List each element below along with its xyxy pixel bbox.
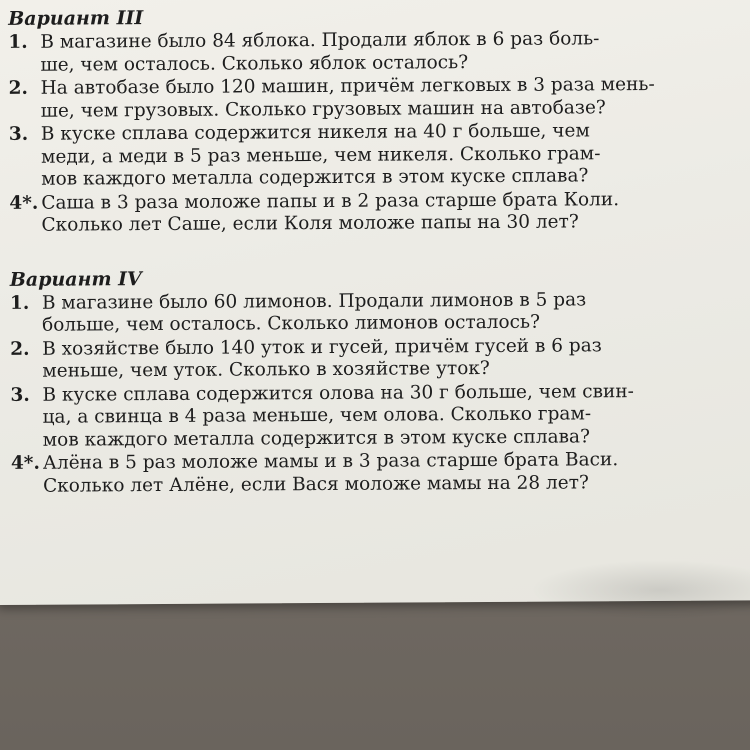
task-4-4 — [11, 449, 701, 498]
task-line: В куске сплава содержится никеля на 40 г больше, чем — [40, 120, 590, 145]
task-number: 1. — [9, 292, 30, 314]
task-line: В магазине было 84 яблока. Продали яблок в 6 раз боль- — [40, 28, 600, 53]
task-line: ца, а свинца в 4 раза меньше, чем олова. Сколько грам- — [42, 403, 592, 428]
task-line: Сколько лет Алёне, если Вася моложе мамы на 28 лет? — [42, 471, 589, 497]
task-number: 1. — [8, 31, 28, 53]
task-line: больше, чем осталось. Сколько лимонов осталось? — [41, 311, 541, 336]
task-3-1 — [8, 28, 698, 77]
task-number: 3. — [8, 123, 29, 145]
variant-4-title: Вариант IV — [9, 267, 142, 291]
variant-3-title: Вариант III — [8, 7, 144, 30]
task-line: меньше, чем уток. Сколько в хозяйстве уток? — [42, 357, 490, 382]
task-line: В куске сплава содержится олова на 30 г больше, чем свин- — [42, 380, 634, 406]
task-4-1 — [10, 288, 700, 337]
task-4-3 — [10, 380, 700, 452]
variant-4-tasks — [10, 288, 701, 498]
task-number: 2. — [8, 77, 29, 99]
shadow — [530, 560, 750, 620]
task-line: Сколько лет Саше, если Коля моложе папы на 30 лет? — [41, 211, 579, 236]
task-3-2 — [9, 74, 699, 123]
task-line: Алёна в 5 раз моложе мамы и в 3 раза старше брата Васи. — [42, 449, 619, 474]
task-line: В магазине было 60 лимонов. Продали лимонов в 5 раз — [41, 288, 587, 314]
task-line: мов каждого металла содержится в этом куске сплава? — [42, 425, 591, 451]
task-line: меди, а меди в 5 раз меньше, чем никеля. Сколько грам- — [40, 142, 601, 168]
task-3-4 — [9, 188, 699, 237]
task-number: 3. — [10, 384, 30, 406]
task-3-3 — [9, 120, 699, 192]
task-line: На автобазе было 120 машин, причём легковых в 3 раза мень- — [40, 73, 655, 99]
task-number: 4*. — [10, 452, 40, 474]
task-number: 4*. — [9, 192, 39, 214]
section-gap — [10, 234, 700, 266]
task-line: Саша в 3 раза моложе папы и в 2 раза старше брата Коли. — [41, 188, 620, 214]
task-line: В хозяйстве было 140 уток и гусей, причём гусей в 6 раз — [42, 334, 602, 360]
page-content — [8, 2, 701, 499]
variant-3-tasks — [8, 28, 699, 238]
task-number: 2. — [10, 338, 30, 360]
task-line: ше, чем осталось. Сколько яблок осталось? — [40, 51, 469, 76]
task-line: ше, чем грузовых. Сколько грузовых машин на автобазе? — [40, 96, 606, 122]
task-line: мов каждого металла содержится в этом куске сплава? — [41, 165, 589, 190]
task-4-2 — [10, 334, 700, 383]
